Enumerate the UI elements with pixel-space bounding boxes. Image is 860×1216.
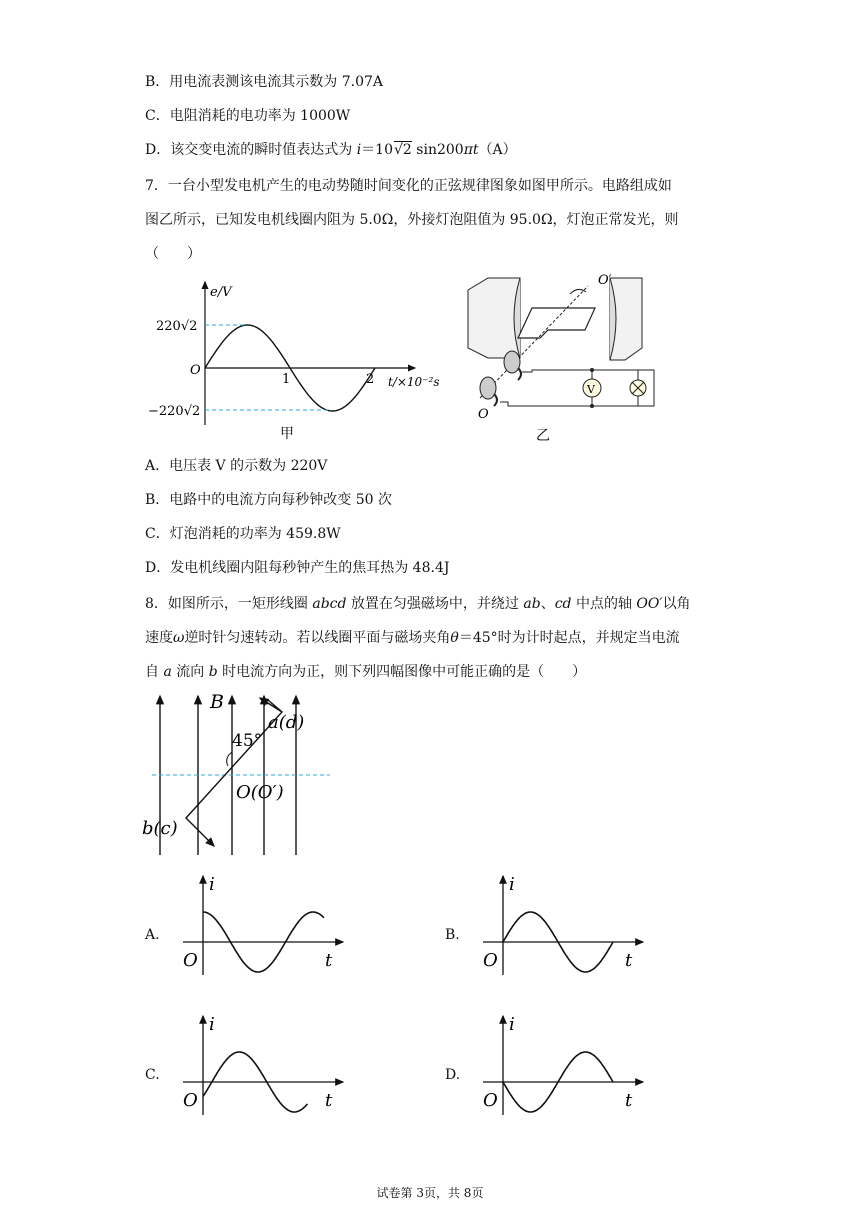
jia-origin: O <box>190 363 201 378</box>
jia-x-label: t/×10⁻²s <box>388 375 440 389</box>
graph-y-label: i <box>509 874 515 895</box>
yi-axis-top-label: O′ <box>598 273 612 288</box>
q7-option-b: B．电路中的电流方向每秒钟改变 50 次 <box>145 492 393 508</box>
q6-option-b: B．用电流表测该电流其示数为 7.07A <box>145 74 384 90</box>
q6-option-d-unit: （A） <box>478 142 517 158</box>
q7-stem-line3: （ ） <box>145 246 201 262</box>
left-magnet <box>468 278 520 358</box>
q8-label-bc: b(c) <box>142 818 178 839</box>
q8-graph-b <box>475 870 665 980</box>
q8-stem-line1: 8．如图所示，一矩形线圈 abcd 放置在匀强磁场中，并绕过 ab、cd 中点的轴 OO′以角 <box>145 596 691 612</box>
yi-caption: 乙 <box>536 428 550 444</box>
jia-ymin-label: −220√2 <box>148 404 201 419</box>
q6-option-d-pit: πt <box>463 142 479 158</box>
graph-y-label: i <box>209 1014 215 1035</box>
jia-ymax-label: 220√2 <box>156 319 198 334</box>
q7-option-d: D．发电机线圈内阻每秒钟产生的焦耳热为 48.4J <box>145 560 450 576</box>
jia-tick-2: 2 <box>366 372 375 387</box>
graph-origin: O <box>183 1090 198 1111</box>
q6-option-d-sin: sin200 <box>411 142 464 158</box>
q6-option-d-text: D．该交变电流的瞬时值表达式为 <box>145 142 357 158</box>
jia-tick-1: 1 <box>282 372 291 387</box>
q8-option-label-d: D. <box>445 1067 461 1083</box>
graph-y-label: i <box>509 1014 515 1035</box>
q8-option-label-b: B. <box>445 927 460 943</box>
q7-option-c: C．灯泡消耗的功率为 459.8W <box>145 526 341 542</box>
voltmeter-label: V <box>587 383 595 396</box>
q8-stem-line2: 速度ω逆时针匀速转动。若以线圈平面与磁场夹角θ＝45°时为计时起点，并规定当电流 <box>145 630 680 646</box>
q6-option-d <box>145 140 517 160</box>
q8-graph-c <box>175 1010 365 1120</box>
graph-origin: O <box>483 1090 498 1111</box>
q8-graph-a <box>175 870 365 980</box>
graph-y-label: i <box>209 874 215 895</box>
figure-jia-emf-graph <box>140 270 480 450</box>
graph-x-label: t <box>325 950 333 971</box>
graph-x-label: t <box>325 1090 333 1111</box>
q8-option-label-c: C. <box>145 1067 160 1083</box>
q6-option-c: C．电阻消耗的电功率为 1000W <box>145 108 351 124</box>
figure-yi-generator-circuit <box>460 268 670 448</box>
q8-label-angle: 45° <box>232 731 263 751</box>
q8-label-center: O(O′) <box>236 782 284 803</box>
slip-ring-2 <box>480 377 496 399</box>
jia-caption: 甲 <box>280 426 294 442</box>
q8-graph-d <box>475 1010 665 1120</box>
q6-sqrt-symbol: √2 <box>394 142 412 158</box>
q8-label-ad: a(d) <box>268 712 305 733</box>
q6-option-d-var: i <box>356 142 362 158</box>
graph-origin: O <box>483 950 498 971</box>
q6-option-d-coef: ＝10 <box>361 142 393 158</box>
yi-axis-bottom-label: O <box>478 407 489 422</box>
coil <box>518 308 595 338</box>
q7-stem-line1: 7．一台小型发电机产生的电动势随时间变化的正弦规律图象如图甲所示。电路组成如 <box>145 178 672 194</box>
q8-option-label-a: A. <box>145 927 160 943</box>
graph-origin: O <box>183 950 198 971</box>
page-footer: 试卷第 3页，共 8页 <box>376 1186 484 1200</box>
q8-label-B: B <box>210 691 224 713</box>
figure-q8-coil-in-field <box>140 690 340 860</box>
slip-ring-1 <box>504 351 520 373</box>
graph-x-label: t <box>625 950 633 971</box>
q8-stem-line3: 自 a 流向 b 时电流方向为正，则下列四幅图像中可能正确的是（ ） <box>145 664 587 680</box>
graph-x-label: t <box>625 1090 633 1111</box>
jia-y-label: e/V <box>210 285 232 300</box>
q7-stem-line2: 图乙所示，已知发电机线圈内阻为 5.0Ω，外接灯泡阻值为 95.0Ω，灯泡正常发光，则 <box>145 212 679 228</box>
q7-option-a: A．电压表 V 的示数为 220V <box>145 458 328 474</box>
